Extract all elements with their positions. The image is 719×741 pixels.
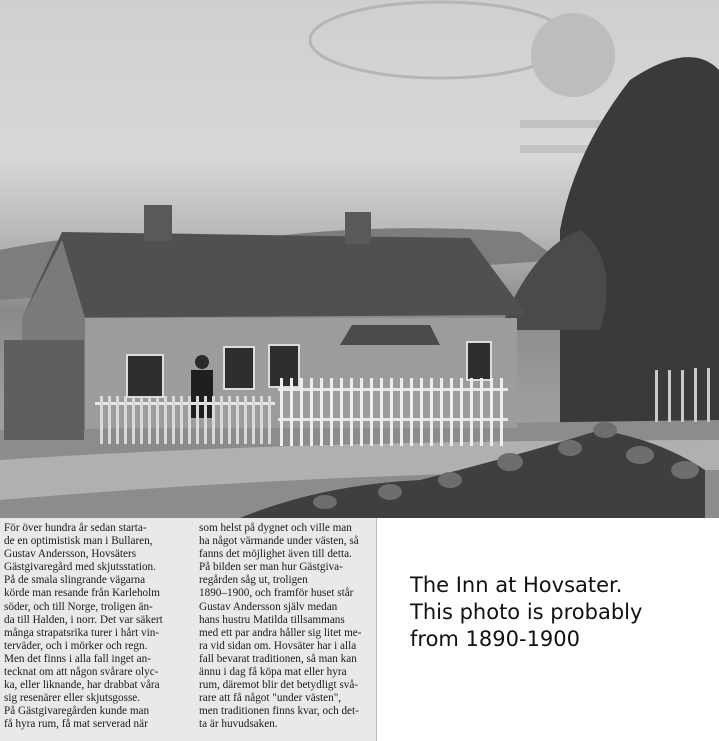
article-line: rum, däremot blir det betydligt svå-: [199, 679, 359, 692]
article-line: ha något värmande under västen, så: [199, 535, 359, 548]
article-line: som helst på dygnet och ville man: [199, 522, 352, 534]
article-line: terväder, och i mörker och regn.: [4, 639, 148, 652]
article-line: körde man resande från Karleholm: [4, 587, 160, 600]
article-line: Gustav Andersson själv medan: [199, 600, 338, 613]
article-line: fall bevarat traditionen, så man kan: [199, 652, 357, 665]
article-line: För över hundra år sedan starta-: [4, 522, 147, 534]
article-line: rare att få något "under västen",: [199, 692, 342, 705]
window: [467, 342, 491, 380]
article-line: ka, eller liknande, har drabbat våra: [4, 679, 160, 692]
article-column-left: [0, 522, 189, 732]
article-line: med ett par andra håller sig litet me-: [199, 626, 362, 639]
article-line: regården såg ut, troligen: [199, 574, 308, 587]
article-line: ännu i dag få köpa mat eller hyra: [199, 666, 347, 679]
article-line: På Gästgivaregården kunde man: [4, 705, 150, 718]
article-line: ra vid sidan om. Hovsäter har i alla: [199, 639, 357, 652]
newspaper-article: [0, 518, 377, 741]
article-line: Gustav Andersson, Hovsäters: [4, 548, 137, 561]
window: [269, 345, 299, 387]
chimney-right: [345, 212, 371, 244]
article-line: 1890–1900, och framför huset står: [199, 587, 354, 600]
chimney-left: [144, 205, 172, 241]
porch-roof: [340, 325, 440, 345]
article-line: da till Halden, i norr. Det var säkert: [4, 613, 163, 626]
standing-man: [191, 370, 213, 418]
article-line: sig resenärer eller skjutsgosse.: [4, 692, 141, 705]
caption-line: The Inn at Hovsater.: [410, 573, 623, 597]
article-line: Men det finns i alla fall inget an-: [4, 652, 151, 665]
article-line: På bilden ser man hur Gästgiva-: [199, 561, 343, 574]
caption-line: This photo is probably: [410, 600, 643, 624]
article-line: tecknat om att någon svårare olyc-: [4, 666, 159, 679]
article-line: de en optimistisk man i Bullaren,: [4, 535, 153, 548]
article-line: fanns det möjlighet även till detta.: [199, 548, 352, 561]
bleed-through-circle: [531, 13, 615, 97]
window: [127, 355, 163, 397]
window: [224, 347, 254, 389]
article-line: söder, och till Norge, troligen än-: [4, 600, 153, 613]
house-roof: [22, 232, 527, 318]
article-line: ta är huvudsaken.: [199, 718, 278, 731]
article-line: få hyra rum, få mat serverad när: [4, 718, 148, 731]
photo-caption: [410, 572, 710, 653]
caption-line: from 1890-1900: [410, 627, 581, 651]
article-line: men traditionen finns kvar, och det-: [199, 705, 359, 718]
shed: [4, 340, 84, 440]
article-column-right: [199, 522, 375, 732]
article-line: Gästgivaregård med skjutsstation.: [4, 561, 156, 574]
article-line: många strapatsrika turer i hårt vin-: [4, 626, 160, 639]
article-line: På de smala slingrande vägarna: [4, 574, 146, 587]
article-line: hans hustru Matilda tillsammans: [199, 613, 345, 626]
bleed-through-seal: [310, 2, 570, 78]
